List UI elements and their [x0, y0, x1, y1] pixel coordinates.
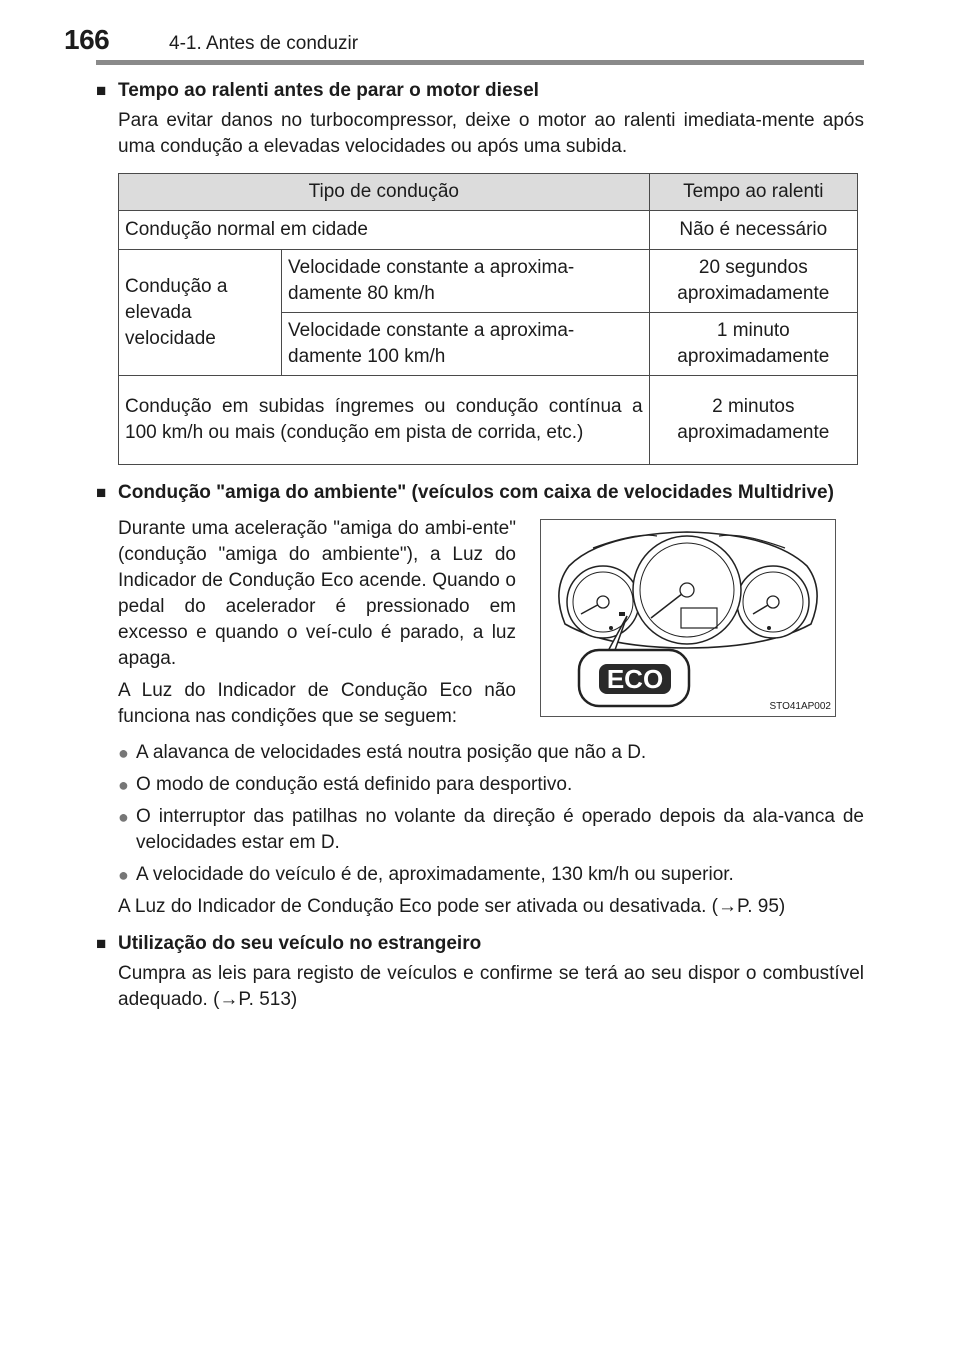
list-item — [118, 862, 864, 888]
bullet-dot-icon: ● — [118, 807, 129, 827]
page-number: 166 — [64, 24, 110, 55]
square-bullet-icon: ■ — [96, 81, 107, 100]
bullet-dot-icon: ● — [118, 775, 129, 795]
page-content — [96, 77, 864, 1013]
idle-time-table — [118, 173, 858, 465]
eco-heading-text: Condução "amiga do ambiente" (veículos com caixa de velocidades Multidrive) — [118, 482, 834, 503]
section-title: 4-1. Antes de conduzir — [169, 33, 359, 54]
table-cell: Velocidade constante a aproxima-damente 80 km/h — [282, 250, 650, 313]
eco-note: A Luz do Indicador de Condução Eco pode ser ativada ou desativada. (→P. 95) — [118, 896, 786, 917]
table-cell: 20 segundos aproximadamente — [649, 250, 857, 313]
page-header — [64, 18, 914, 58]
bullet-dot-icon: ● — [118, 743, 129, 763]
list-item-text: O interruptor das patilhas no volante da direção é operado depois da ala-vanca de velocidades estar em D. — [136, 806, 864, 853]
table-header-idle-time: Tempo ao ralenti — [649, 174, 857, 211]
table-cell: Condução em subidas íngremes ou condução contínua a 100 km/h ou mais (condução em pista de corrida, etc.) — [119, 376, 650, 465]
list-item-text: O modo de condução está definido para desportivo. — [136, 774, 573, 795]
idle-heading-text: Tempo ao ralenti antes de parar o motor diesel — [118, 80, 539, 101]
eco-heading — [96, 479, 864, 506]
abroad-heading — [96, 930, 864, 957]
eco-paragraph: A Luz do Indicador de Condução Eco não funciona nas condições que se seguem: — [118, 680, 516, 727]
eco-paragraph: Durante uma aceleração "amiga do ambi-ente" (condução "amiga do ambiente"), a Luz do Indicador de Condução Eco acende. Quando o pedal do acelerador é pressionado em excesso e quando o veí-culo é parado, a luz apaga. — [118, 518, 516, 669]
list-item — [118, 740, 864, 766]
idle-paragraph: Para evitar danos no turbocompressor, deixe o motor ao ralenti imediata-mente após uma condução a elevadas velocidades ou após uma subida. — [118, 110, 864, 157]
eco-text — [118, 516, 516, 736]
table-header-row — [119, 174, 858, 211]
list-item-text: A alavanca de velocidades está noutra posição que não a D. — [136, 742, 647, 763]
eco-label: ECO — [606, 664, 664, 694]
square-bullet-icon: ■ — [96, 483, 107, 502]
eco-section — [118, 516, 864, 736]
table-cell: Condução normal em cidade — [119, 211, 650, 250]
idle-heading — [96, 77, 864, 104]
table-cell: Não é necessário — [649, 211, 857, 250]
instrument-cluster-illustration — [541, 520, 835, 716]
bullet-dot-icon: ● — [118, 865, 129, 885]
table-row — [119, 376, 858, 465]
table-row — [119, 211, 858, 250]
list-item-text: A velocidade do veículo é de, aproximadamente, 130 km/h ou superior. — [136, 864, 734, 885]
table-cell-group: Condução a elevada velocidade — [119, 250, 282, 376]
table-header-driving-type: Tipo de condução — [119, 174, 650, 211]
list-item — [118, 804, 864, 856]
eco-conditions-list — [118, 740, 864, 888]
table-cell: 1 minuto aproximadamente — [649, 313, 857, 376]
table-cell: Velocidade constante a aproxima-damente 100 km/h — [282, 313, 650, 376]
header-rule — [96, 60, 864, 65]
table-cell: 2 minutos aproximadamente — [649, 376, 857, 465]
abroad-paragraph: Cumpra as leis para registo de veículos e confirme se terá ao seu dispor o combustível adequado. (→P. 513) — [118, 963, 864, 1010]
square-bullet-icon: ■ — [96, 934, 107, 953]
figure-code: STO41AP002 — [769, 701, 831, 712]
table-row — [119, 250, 858, 313]
eco-indicator-figure — [540, 519, 836, 717]
list-item — [118, 772, 864, 798]
abroad-heading-text: Utilização do seu veículo no estrangeiro — [118, 933, 482, 954]
